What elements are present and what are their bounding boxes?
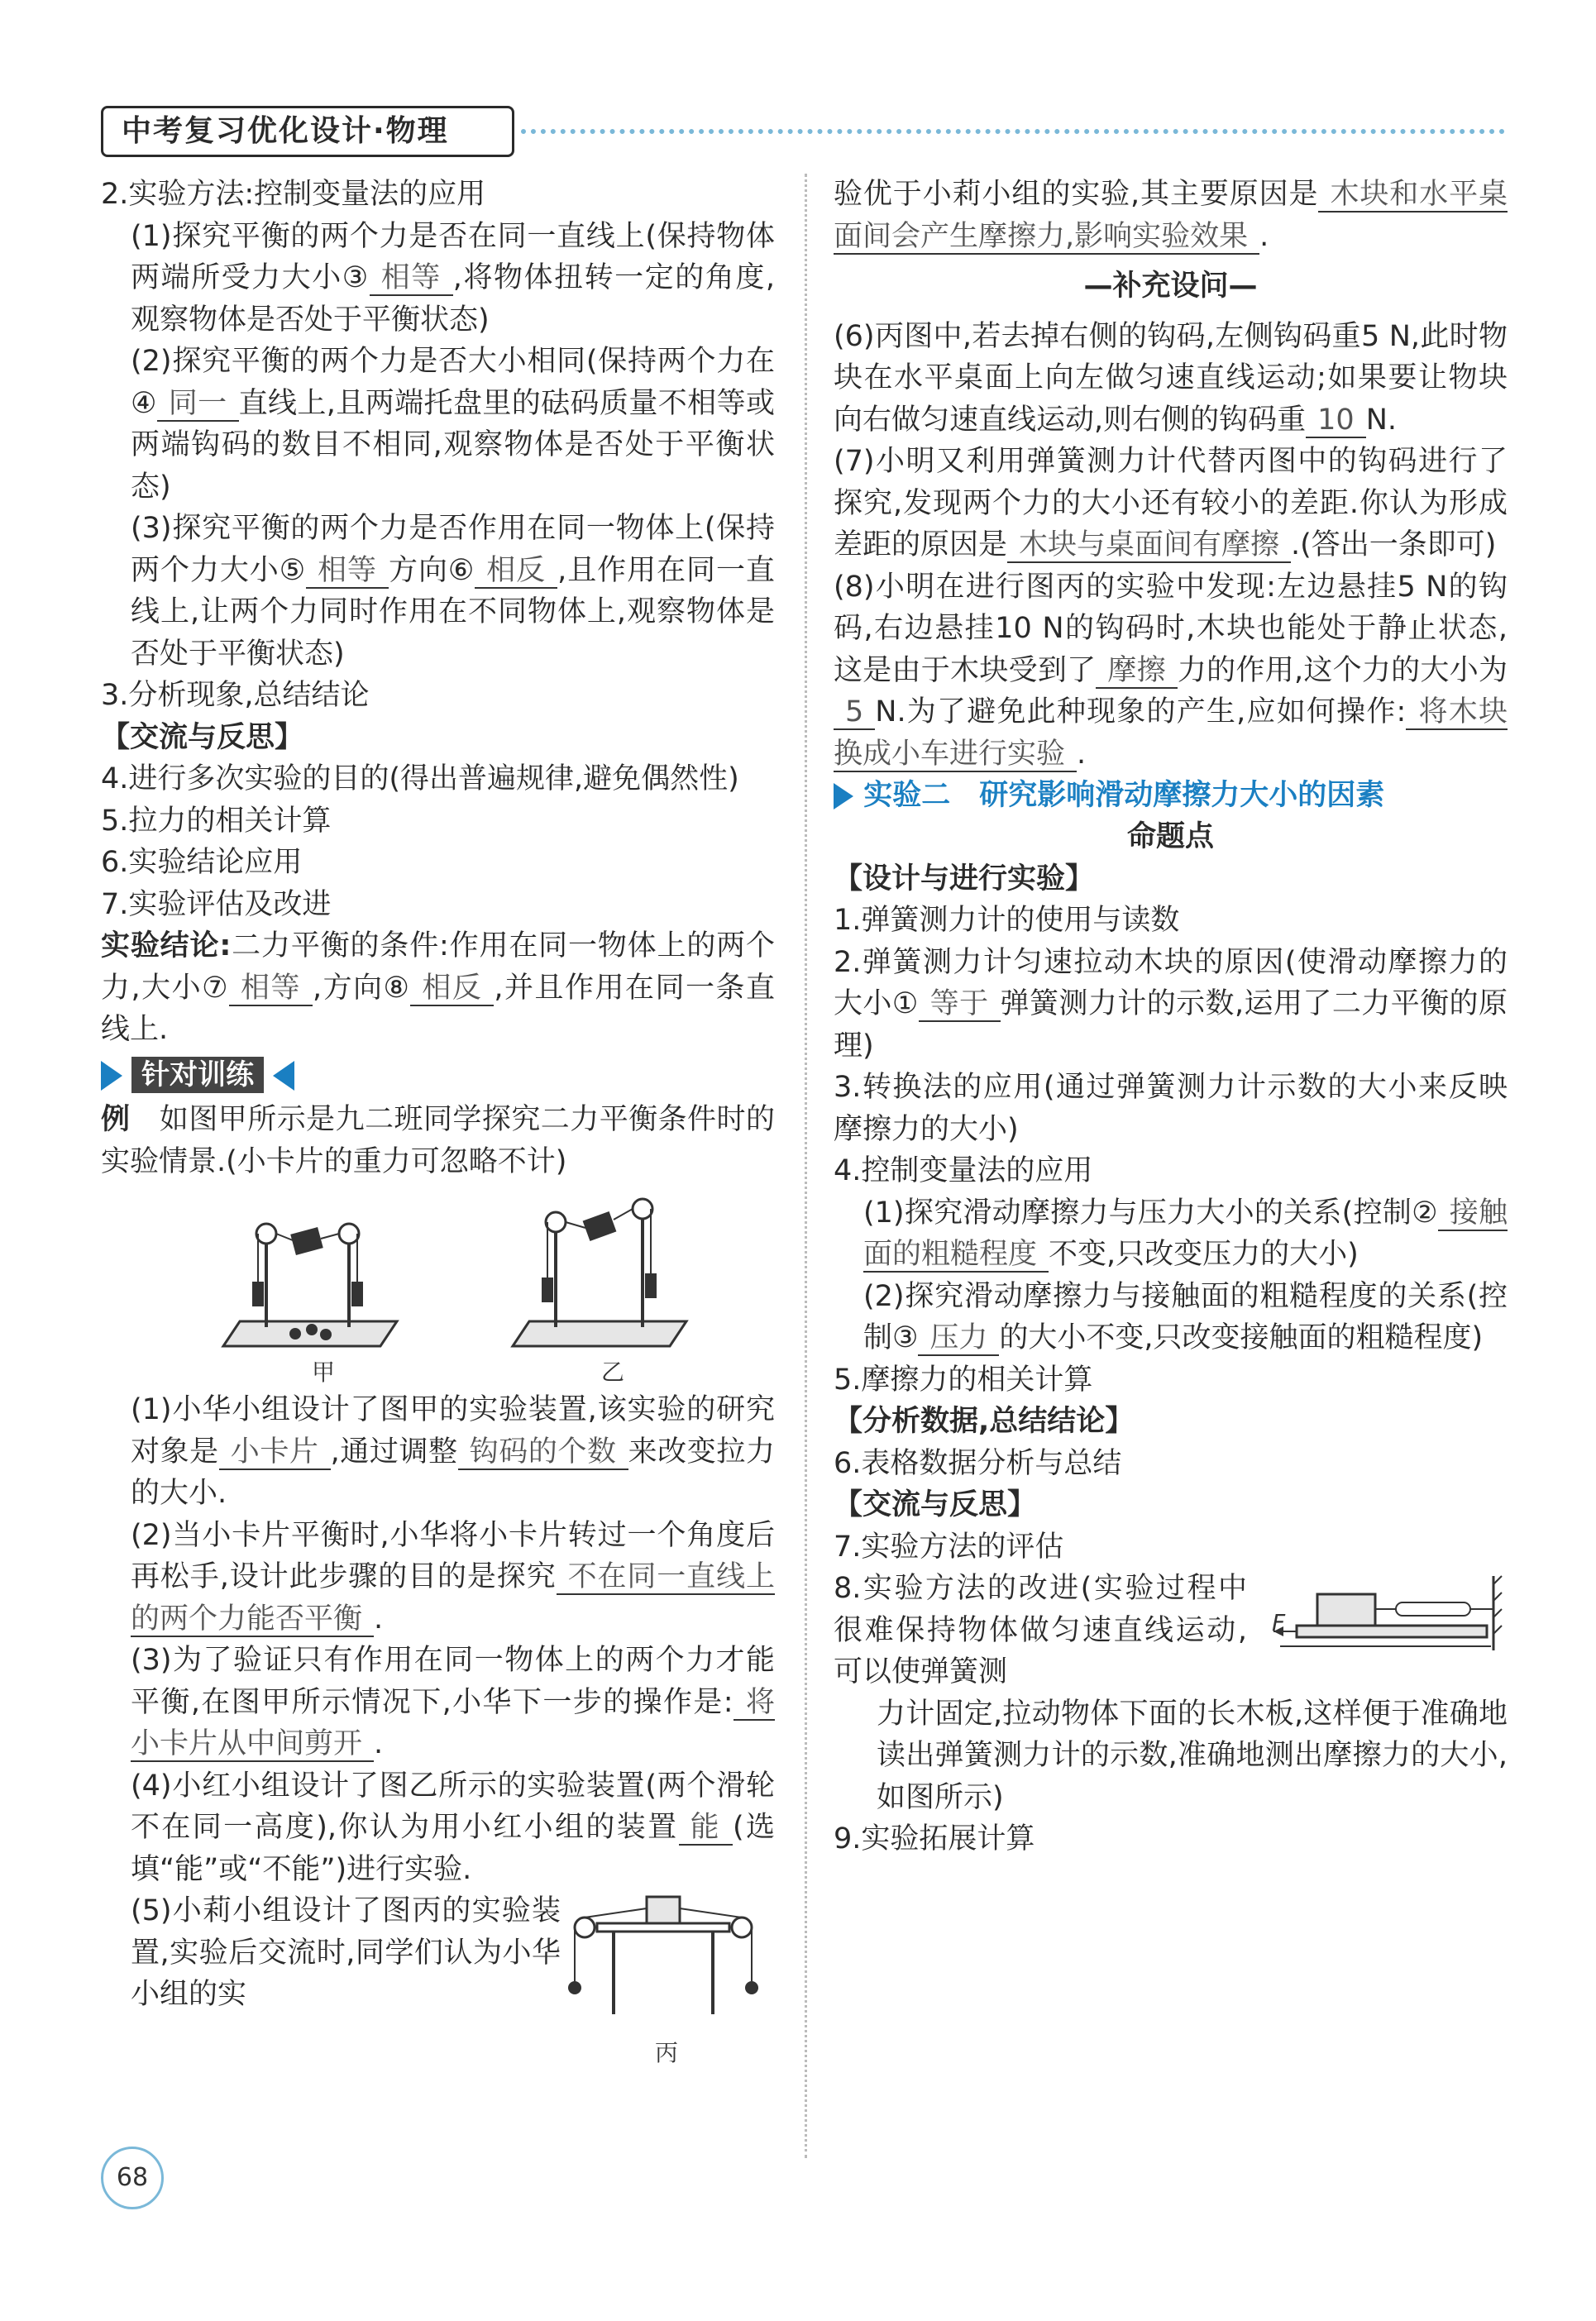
text: 来改变拉力的大小. (131, 1435, 775, 1510)
answer-q1a: 小卡片 (219, 1435, 331, 1470)
answer-5: 相等 (306, 554, 389, 589)
q5-cont (834, 174, 1508, 257)
answer-q8a: 摩擦 (1096, 654, 1178, 689)
text: 不变,只改变压力的大小) (1049, 1238, 1359, 1271)
section-reflect-2: 【交流与反思】 (834, 1488, 1037, 1521)
text: (1)小华小组设计了图甲的实验装置,该实验的研究对象是 (131, 1393, 775, 1469)
item-2-3 (101, 508, 775, 675)
experiment-2-heading (834, 775, 1508, 816)
text: (1)探究平衡的两个力是否在同一直线上(保持物体两端所受力大小③ (131, 219, 775, 294)
text: 验优于小莉小组的实验,其主要原因是 (834, 178, 1319, 211)
text: .(答出一条即可) (1291, 528, 1497, 561)
figure-jia-yi (101, 1182, 775, 1389)
answer-7: 相等 (229, 972, 313, 1006)
q8 (834, 566, 1508, 776)
text: . (1259, 219, 1269, 253)
training-banner (101, 1054, 775, 1096)
q3 (101, 1640, 775, 1765)
s-item-3: 3.转换法的应用(通过弹簧测力计示数的大小来反映摩擦力的大小) (834, 1071, 1508, 1146)
text: ,并且作用在同一条直线上. (101, 971, 775, 1046)
section-reflect: 【交流与反思】 (101, 720, 304, 754)
answer-q8c: 将木块换成小车进行实验 (834, 695, 1508, 771)
text: 实验二 研究影响滑动摩擦力大小的因素 (863, 779, 1385, 812)
q2 (101, 1515, 775, 1640)
answer-s2: 接触面的粗糙程度 (863, 1196, 1508, 1271)
text: 方向⑥ (389, 553, 475, 587)
text: 如图甲所示是九二班同学探究二力平衡条件时的实验情景.(小卡片的重力可忽略不计) (101, 1103, 775, 1178)
answer-q5: 木块和水平桌面间会产生摩擦力,影响实验效果 (834, 178, 1508, 253)
text: (3)探究平衡的两个力是否作用在同一物体上(保持两个力大小⑤ (131, 512, 775, 587)
text: (7)小明又利用弹簧测力计代替丙图中的钩码进行了探究,发现两个力的大小还有较小的差距.你认为形成差距的原因是 (834, 445, 1508, 561)
text: ,且作用在同一直线上,让两个力同时作用在不同物体上,观察物体是否处于平衡状态) (131, 553, 775, 671)
section-design: 【设计与进行实验】 (834, 862, 1095, 895)
answer-6: 相反 (475, 554, 557, 589)
text: ,将物体扭转一定的角度,观察物体是否处于平衡状态) (131, 261, 775, 337)
right-column (834, 174, 1508, 1860)
text: ,通过调整 (330, 1435, 458, 1469)
s-item-2 (834, 942, 1508, 1067)
item-4: 4.进行多次实验的目的(得出普遍规律,避免偶然性) (101, 762, 739, 795)
q4 (101, 1765, 775, 1891)
answer-q6: 10 (1306, 404, 1366, 438)
text: . (374, 1602, 384, 1636)
s-item-9: 9.实验拓展计算 (834, 1822, 1035, 1855)
s-item-4-2 (834, 1276, 1508, 1359)
s-item-7: 7.实验方法的评估 (834, 1530, 1064, 1564)
figure-label-yi: 乙 (601, 1359, 625, 1386)
conclusion (101, 925, 775, 1051)
q1 (101, 1389, 775, 1515)
play-icon (834, 783, 853, 809)
s-item-5: 5.摩擦力的相关计算 (834, 1363, 1093, 1397)
s-item-4: 4.控制变量法的应用 (834, 1154, 1093, 1187)
text: . (374, 1727, 384, 1760)
mingti-heading: 命题点 (1126, 820, 1214, 853)
column-divider (805, 174, 807, 2158)
answer-q7: 木块与桌面间有摩擦 (1007, 528, 1291, 563)
text: (3)为了验证只有作用在同一物体上的两个力才能平衡,在图甲所示情况下,小华下一步的操作是: (131, 1644, 775, 1719)
answer-q3: 将小卡片从中间剪开 (131, 1685, 775, 1760)
force-label-F: F (1272, 1609, 1286, 1636)
supplement-heading: —补充设问— (1083, 270, 1258, 303)
answer-8: 相反 (410, 972, 494, 1006)
text: N.为了避免此种现象的产生,应如何操作: (875, 695, 1407, 728)
answer-s1: 等于 (919, 987, 1001, 1022)
page-number: 68 (101, 2147, 164, 2209)
text: (4)小红小组设计了图乙所示的实验装置(两个滑轮不在同一高度),你认为用小红小组的装置 (131, 1769, 775, 1844)
arrow-left-icon (273, 1061, 294, 1091)
text: (2)当小卡片平衡时,小华将小卡片转过一个角度后再松手,设计此步骤的目的是探究 (131, 1518, 775, 1593)
text: . (1077, 737, 1087, 771)
example (101, 1099, 775, 1182)
header-title: 中考复习优化设计·物理 (122, 114, 449, 148)
s-item-1: 1.弹簧测力计的使用与读数 (834, 904, 1180, 937)
text: (1)探究滑动摩擦力与压力大小的关系(控制② (863, 1196, 1438, 1230)
text: 直线上,且两端托盘里的砝码质量不相等或两端钩码的数目不相同,观察物体是否处于平衡状态) (131, 386, 775, 504)
apparatus-figure (101, 1182, 775, 1389)
text: 2.弹簧测力计匀速拉动木块的原因(使滑动摩擦力的大小① (834, 945, 1508, 1020)
text: 弹簧测力计的示数,运用了二力平衡的原理) (834, 987, 1508, 1063)
answer-q4: 能 (679, 1811, 733, 1846)
header-dotted-rule (521, 129, 1505, 134)
text: 二力平衡的条件:作用在同一物体上的两个力,大小⑦ (101, 929, 776, 1005)
training-label: 针对训练 (131, 1057, 264, 1093)
item-2: 2.实验方法:控制变量法的应用 (101, 178, 486, 211)
q5-block (101, 1890, 775, 2066)
left-column (101, 174, 776, 2066)
page-header (101, 106, 514, 157)
text: 力的作用,这个力的大小为 (1177, 653, 1508, 687)
s-item-6: 6.表格数据分析与总结 (834, 1446, 1122, 1480)
s-item-4-1 (834, 1192, 1508, 1276)
answer-q8b: 5 (834, 695, 875, 730)
item-2-2 (101, 341, 775, 508)
text: (6)丙图中,若去掉右侧的钩码,左侧钩码重5 N,此时物块在水平桌面上向左做匀速直线运动;如果要让物块向右做匀速直线运动,则右侧的钩码重 (834, 319, 1508, 437)
item-5: 5.拉力的相关计算 (101, 804, 332, 838)
item-2-1 (101, 216, 775, 341)
item-3: 3.分析现象,总结结论 (101, 679, 370, 712)
answer-3: 相等 (370, 261, 453, 296)
q7 (834, 441, 1508, 566)
example-tag: 例 (101, 1103, 131, 1136)
text: N. (1365, 403, 1397, 437)
figure-label-jia: 甲 (312, 1359, 336, 1386)
s-item-8: 8.实验方法的改进(实验过程中很难保持物体做匀速直线运动,可以使弹簧测 (834, 1572, 1247, 1688)
answer-q1b: 钩码的个数 (458, 1435, 628, 1470)
arrow-right-icon (101, 1061, 122, 1091)
text: (2)探究平衡的两个力是否大小相同(保持两个力在④ (131, 345, 775, 420)
figure-friction (1264, 1568, 1508, 1659)
s-item-8-block (834, 1568, 1508, 1693)
text: (8)小明在进行图丙的实验中发现:左边悬挂5 N的钩码,右边悬挂10 N的钩码时,木块也能处于静止状态,这是由于木块受到了 (834, 570, 1508, 687)
s-item-8-cont: 力计固定,拉动物体下面的长木板,这样便于准确地读出弹簧测力计的示数,准确地测出摩擦力的大小,如图所示) (877, 1697, 1508, 1814)
item-7: 7.实验评估及改进 (101, 887, 332, 921)
text: (选填“能”或“不能”)进行实验. (131, 1811, 775, 1886)
conclusion-tag: 实验结论: (101, 929, 232, 962)
figure-label-bing: 丙 (655, 2039, 679, 2066)
answer-q2: 不在同一直线上的两个力能否平衡 (131, 1560, 775, 1636)
item-6: 6.实验结论应用 (101, 846, 303, 879)
text: 的大小不变,只改变接触面的粗糙程度) (999, 1321, 1484, 1354)
q6 (834, 316, 1508, 442)
text: (2)探究滑动摩擦力与接触面的粗糙程度的关系(控制③ (863, 1279, 1508, 1354)
q5: (5)小莉小组设计了图丙的实验装置,实验后交流时,同学们认为小华小组的实 (131, 1894, 561, 2011)
answer-s3: 压力 (918, 1321, 999, 1356)
answer-4: 同一 (157, 387, 239, 422)
text: ,方向⑧ (312, 971, 411, 1005)
section-analysis: 【分析数据,总结结论】 (834, 1405, 1135, 1438)
figure-bing (556, 1890, 775, 2031)
